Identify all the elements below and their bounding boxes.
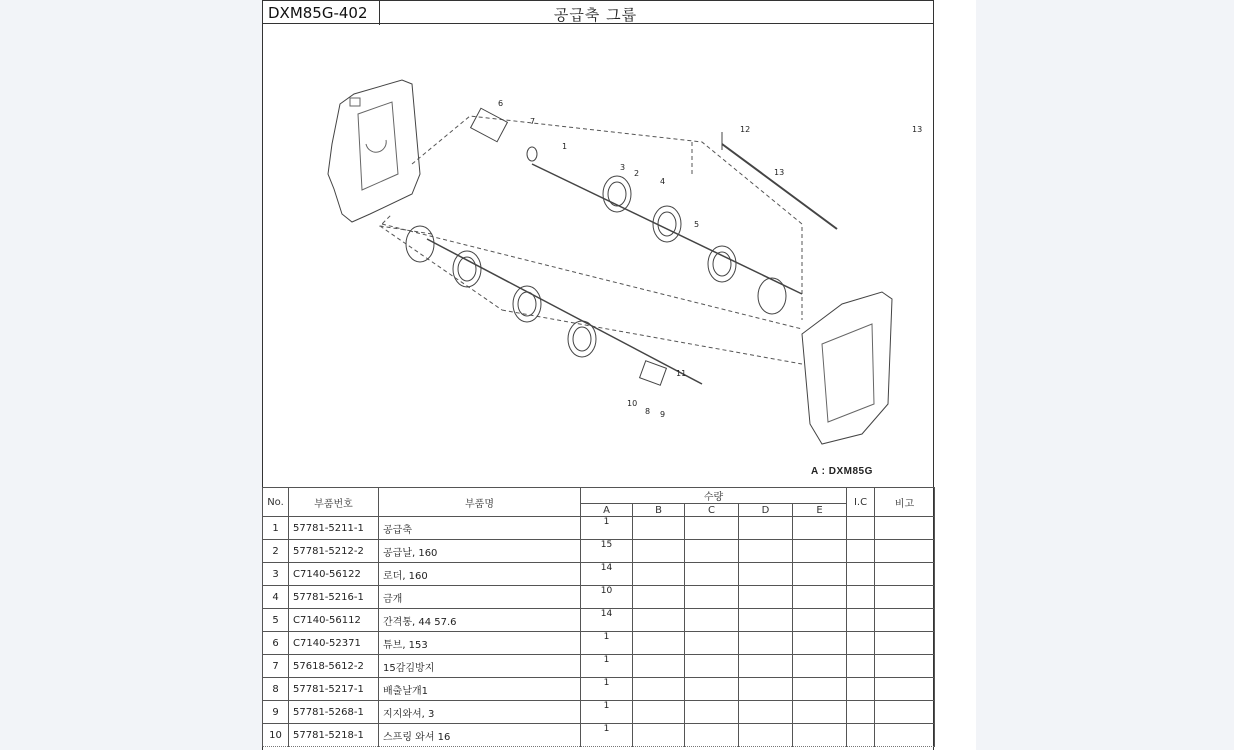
row-no: 8	[263, 678, 289, 701]
row-qty-a: 1	[581, 701, 633, 724]
exploded-diagram	[262, 24, 934, 486]
assembly-guide-lines	[380, 116, 802, 364]
parts-table	[262, 487, 935, 747]
table-row	[263, 724, 935, 747]
row-part-name: 튜브, 153	[379, 632, 581, 655]
row-part-no: 57618-5612-2	[289, 655, 379, 678]
row-no: 10	[263, 724, 289, 747]
col-part-no: 부품번호	[289, 488, 379, 517]
table-row	[263, 701, 935, 724]
row-qty-a: 14	[581, 609, 633, 632]
discharge-blade	[640, 361, 667, 385]
tube	[471, 108, 508, 142]
row-part-no: 57781-5211-1	[289, 517, 379, 540]
row-no: 6	[263, 632, 289, 655]
callout-1: 1	[562, 142, 568, 151]
row-part-name: 간격통, 44 57.6	[379, 609, 581, 632]
table-row	[263, 678, 935, 701]
row-part-name: 15감김방지	[379, 655, 581, 678]
upper-shaft	[532, 164, 802, 294]
qty-col-a: A	[581, 504, 633, 517]
callout-13: 13	[774, 168, 785, 177]
row-no: 1	[263, 517, 289, 540]
row-qty-a: 1	[581, 517, 633, 540]
qty-col-d: D	[739, 504, 793, 517]
table-row	[263, 540, 935, 563]
anti-wind-ring	[527, 147, 537, 161]
model-note: A : DXM85G	[811, 466, 873, 477]
row-part-no: 57781-5268-1	[289, 701, 379, 724]
row-part-name: 스프링 와셔 16	[379, 724, 581, 747]
qty-col-e: E	[793, 504, 847, 517]
row-part-no: 57781-5216-1	[289, 586, 379, 609]
callout-8: 8	[645, 407, 651, 416]
row-part-no: C7140-56112	[289, 609, 379, 632]
col-part-name: 부품명	[379, 488, 581, 517]
callout-9: 9	[660, 410, 666, 419]
callout-10: 10	[627, 399, 638, 408]
table-row	[263, 632, 935, 655]
row-qty-a: 15	[581, 540, 633, 563]
row-part-name: 공급날, 160	[379, 540, 581, 563]
row-no: 5	[263, 609, 289, 632]
row-qty-a: 10	[581, 586, 633, 609]
row-qty-a: 1	[581, 655, 633, 678]
group-title: 공급축 그룹	[553, 6, 638, 24]
callout-12: 12	[740, 125, 751, 134]
row-no: 9	[263, 701, 289, 724]
table-row	[263, 517, 935, 540]
callout-3: 3	[620, 163, 626, 172]
table-row	[263, 655, 935, 678]
table-row	[263, 563, 935, 586]
left-frame-plate	[328, 80, 420, 222]
callout-6: 6	[498, 99, 504, 108]
col-no: No.	[263, 488, 289, 517]
callout-7: 7	[530, 117, 536, 126]
row-no: 2	[263, 540, 289, 563]
right-frame-plate	[802, 292, 892, 444]
row-no: 7	[263, 655, 289, 678]
lower-shaft	[427, 239, 702, 384]
row-qty-a: 1	[581, 632, 633, 655]
row-qty-a: 14	[581, 563, 633, 586]
qty-col-c: C	[685, 504, 739, 517]
parts-rows	[263, 517, 935, 747]
diagram-svg	[262, 24, 934, 486]
row-part-no: 57781-5212-2	[289, 540, 379, 563]
row-part-no: C7140-52371	[289, 632, 379, 655]
row-qty-a: 1	[581, 724, 633, 747]
callout-11: 11	[676, 369, 687, 378]
table-row	[263, 586, 935, 609]
col-qty: 수량	[581, 488, 847, 504]
callout-numbers	[498, 99, 922, 419]
callout-2: 2	[634, 169, 640, 178]
row-part-no: 57781-5217-1	[289, 678, 379, 701]
row-part-name: 배출날개1	[379, 678, 581, 701]
sheet-header	[262, 0, 934, 24]
rod	[722, 144, 837, 229]
row-part-no: C7140-56122	[289, 563, 379, 586]
parts-sheet	[262, 0, 976, 750]
model-code: DXM85G-402	[268, 4, 368, 22]
callout-4: 4	[660, 177, 666, 186]
row-part-name: 금개	[379, 586, 581, 609]
col-remarks: 비고	[875, 488, 935, 517]
row-no: 4	[263, 586, 289, 609]
row-qty-a: 1	[581, 678, 633, 701]
row-part-name: 공급축	[379, 517, 581, 540]
qty-col-b: B	[633, 504, 685, 517]
col-ic: I.C	[847, 488, 875, 517]
row-part-name: 로더, 160	[379, 563, 581, 586]
row-no: 3	[263, 563, 289, 586]
callout-5: 5	[694, 220, 700, 229]
row-part-no: 57781-5218-1	[289, 724, 379, 747]
row-part-name: 지지와셔, 3	[379, 701, 581, 724]
table-row	[263, 609, 935, 632]
end-washer	[406, 226, 434, 262]
callout-13-a: 13	[912, 125, 923, 134]
